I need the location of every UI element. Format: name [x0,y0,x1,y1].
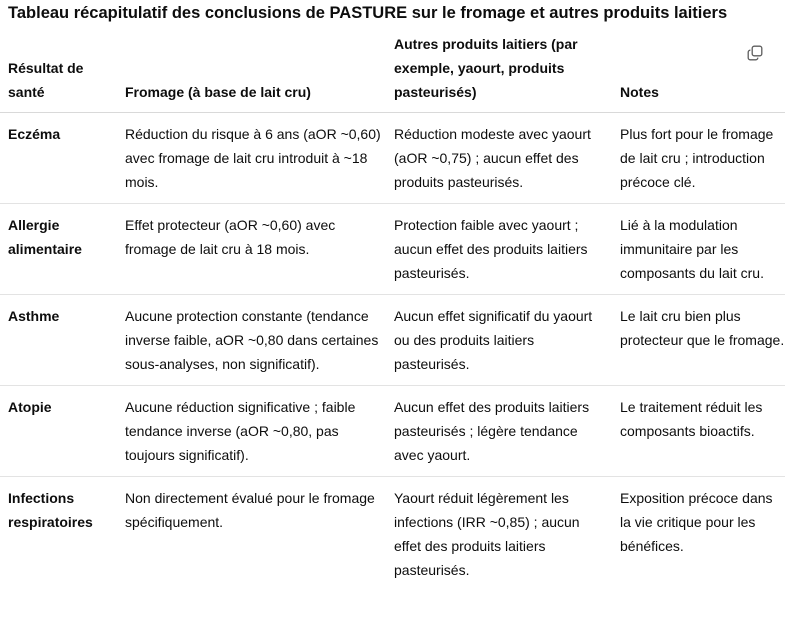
header-cheese: Fromage (à base de lait cru) [117,32,386,113]
table-row [0,386,785,477]
cell-outcome: Allergie alimentaire [0,204,117,295]
cell-notes: Plus fort pour le fromage de lait cru ; introduction précoce clé. [612,113,785,204]
table-row [0,295,785,386]
cell-outcome: Infections respiratoires [8,490,93,530]
header-other-dairy: Autres produits laitiers (par exemple, yaourt, produits pasteurisés) [386,32,612,113]
cell-other-dairy: Aucun effet significatif du yaourt ou des produits laitiers pasteurisés. [386,295,612,386]
cell-notes: Lié à la modulation immunitaire par les composants du lait cru. [612,204,785,295]
cell-cheese: Aucune protection constante (tendance inverse faible, aOR ~0,80 dans certaines sous-analyses, non significatif). [117,295,386,386]
cell-cheese: Réduction du risque à 6 ans (aOR ~0,60) avec fromage de lait cru introduit à ~18 mois. [117,113,386,204]
table-row [0,204,785,295]
table-row [0,113,785,204]
cell-notes: Le lait cru bien plus protecteur que le fromage. [612,295,785,386]
cell-cheese: Non directement évalué pour le fromage spécifiquement. [125,490,375,530]
page-title: Tableau récapitulatif des conclusions de PASTURE sur le fromage et autres produits laitiers [8,4,728,22]
header-outcome: Résultat de santé [0,32,117,113]
cell-outcome: Eczéma [0,113,117,204]
cell-notes: Exposition précoce dans la vie critique pour les bénéfices. [620,490,773,554]
table-header-row [0,32,785,113]
cell-other-dairy: Protection faible avec yaourt ; aucun effet des produits laitiers pasteurisés. [386,204,612,295]
cell-other-dairy: Yaourt réduit légèrement les infections (IRR ~0,85) ; aucun effet des produits laitiers pasteurisés. [394,490,580,578]
cell-cheese: Aucune réduction significative ; faible tendance inverse (aOR ~0,80, pas toujours significatif). [117,386,386,477]
cell-cheese: Effet protecteur (aOR ~0,60) avec fromage de lait cru à 18 mois. [117,204,386,295]
cell-notes: Le traitement réduit les composants bioactifs. [612,386,785,477]
table-row [0,477,785,592]
cell-outcome: Asthme [0,295,117,386]
cell-other-dairy: Réduction modeste avec yaourt (aOR ~0,75) ; aucun effet des produits pasteurisés. [386,113,612,204]
summary-table [0,32,785,591]
cell-other-dairy: Aucun effet des produits laitiers pasteurisés ; légère tendance avec yaourt. [386,386,612,477]
header-notes: Notes [612,32,785,113]
cell-outcome: Atopie [0,386,117,477]
